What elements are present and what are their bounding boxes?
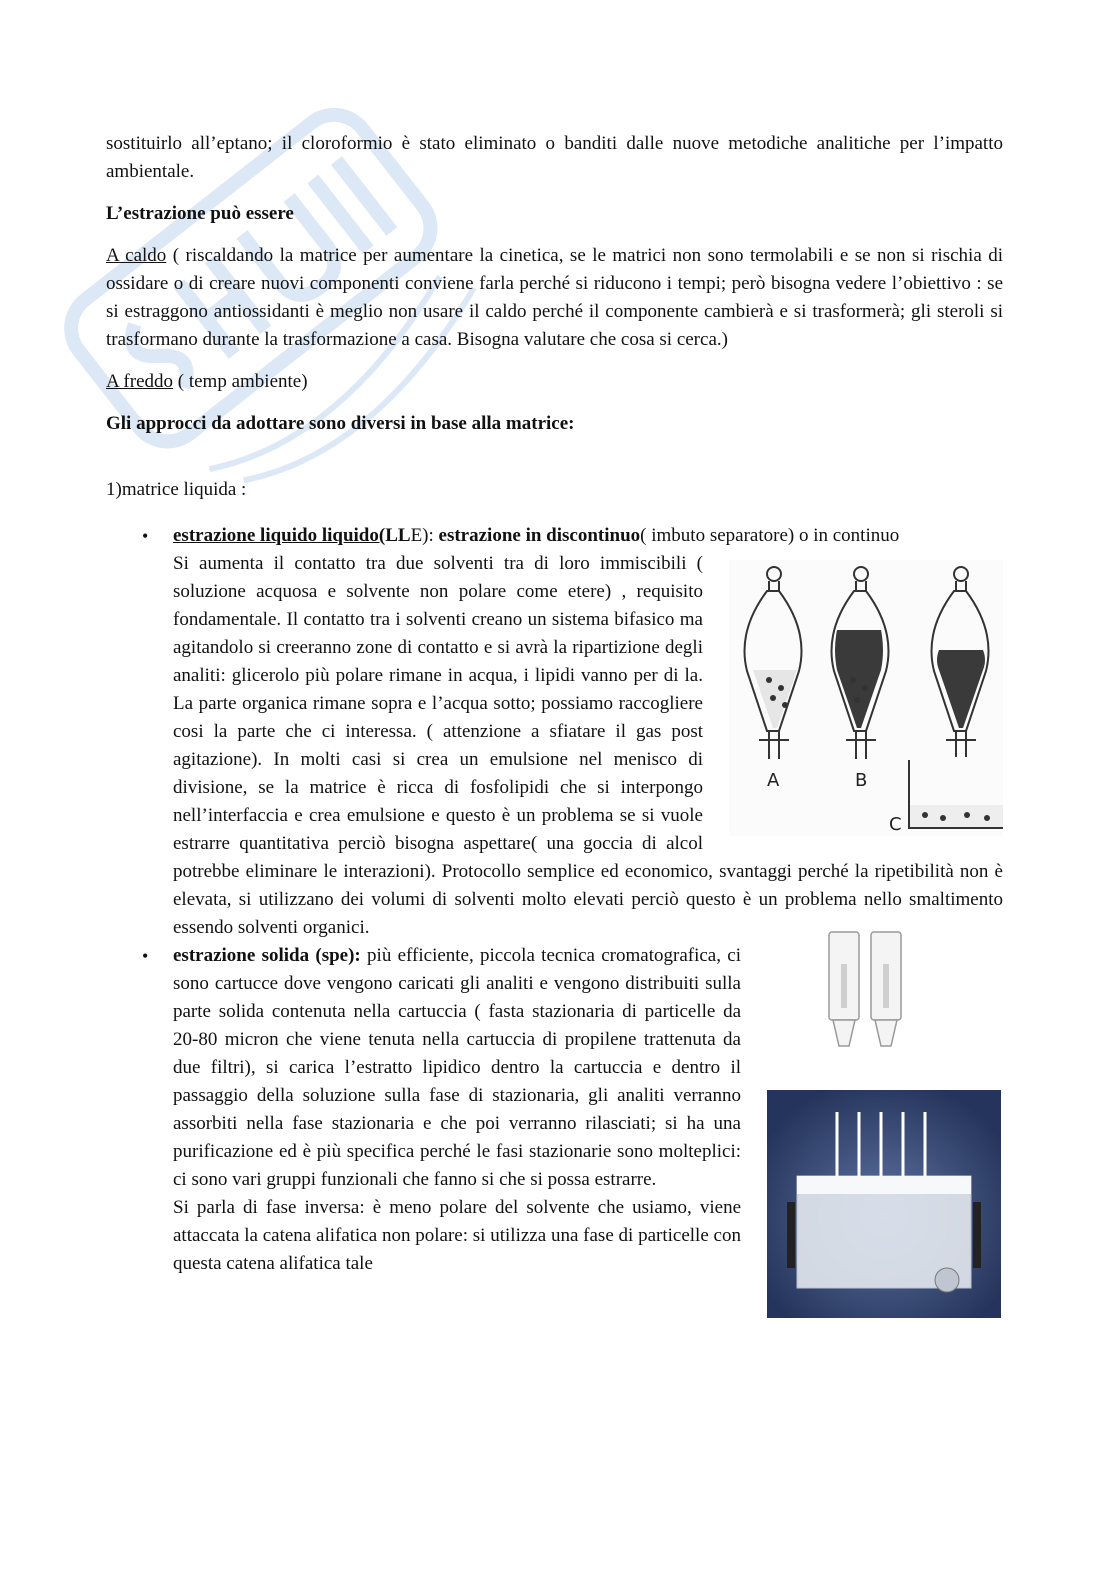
list-item-spe: [106, 942, 1003, 1278]
bullet-icon: •: [142, 526, 149, 546]
figure-label-c: C: [889, 814, 902, 835]
spe-figures: [767, 928, 1003, 1318]
paragraph-caldo: A caldo ( riscaldando la matrice per aumentare la cinetica, se le matrici non sono termolabili e se non si rischia di ossidare o di creare nuovi componenti conviene farla perché si riducono i tempi; però bisogna vedere l’obiettivo : se si estraggono antiossidanti è meglio non usare il caldo perché il componente cambierà e si trasformerà; gli steroli si trasformano durante la trasformazione a casa. Bisogna valutare che cosa si cerca.): [106, 245, 1003, 350]
content: [106, 130, 1003, 1318]
figure-label-a: A: [767, 770, 780, 791]
spe-body: estrazione solida (spe): più efficiente, piccola tecnica cromatografica, ci sono cartucce dove vengono caricati gli analiti e vengono distribuiti sulla parte solida contenuta nella cartuccia ( fasta stazionaria di particelle da 20-80 micron che viene tenuta nella cartuccia di propilene trattenuta da due filtri), si carica l’estratto lipidico dentro la cartuccia e dentro il passaggio della soluzione sulla fase di stazionaria, gli analiti verranno assorbiti nella fase stazionaria e che poi verranno rilasciati; si ha una purificazione ed è più specifica perché le fasi stazionarie sono molteplici: ci sono vari gruppi funzionali che fanno si che si possa estrarre.: [173, 945, 741, 1190]
figure-label-b: B: [855, 770, 868, 791]
label-caldo: A caldo: [106, 245, 167, 266]
lle-title: estrazione liquido liquido(LLE): estrazione in discontinuo( imbuto separatore) o in continuo: [173, 525, 900, 546]
heading-approcci: Gli approcci da adottare sono diversi in base alla matrice:: [106, 413, 575, 434]
paragraph-intro: sostituirlo all’eptano; il cloroformio è stato eliminato o banditi dalle nuove metodiche analitiche per l’impatto ambientale.: [106, 133, 1003, 182]
label-freddo: A freddo: [106, 371, 174, 392]
lle-body: Si aumenta il contatto tra due solventi tra di loro immiscibili ( soluzione acquosa e solvente non polare come etere) , requisito fondamentale. Il contatto tra i solventi creano un sistema bifasico ma agitandolo si creeranno zone di contatto e si avrà la ripartizione degli analiti: glicerolo più polare rimane in acqua, i lipidi vanno per di la. La parte organica rimane sopra e l’acqua sotto; possiamo raccogliere cosi la parte che ci interessa. ( attenzione a sfiatare il gas post agitazione). In molti casi si crea un emulsione nel menisco di divisione, se la matrice è ricca di fosfolipidi che si interpongo nell’interfaccia e crea emulsione e questo è un problema se si vuole estrarre quantitativa perciò bisogna aspettare( una goccia di alcol potrebbe eliminare le interazioni). Protocollo semplice ed economico, svantaggi perché la ripetibilità non è elevata, si utilizzano dei volumi di solventi molto elevati perciò questo è un problema nello smaltimento essendo solventi organici.: [173, 553, 1003, 938]
list-item-lle: [106, 522, 1003, 942]
section-matrice-liquida: 1)matrice liquida :: [106, 479, 247, 500]
spe-body-2: Si parla di fase inversa: è meno polare del solvente che usiamo, viene attaccata la catena alifatica non polare: si utilizza una fase di particelle con questa catena alifatica tale: [173, 1197, 741, 1274]
paragraph-freddo: A freddo ( temp ambiente): [106, 371, 308, 392]
separatory-funnel-figure: [729, 560, 1003, 836]
spe-cartridges-image: [823, 928, 933, 1060]
spe-title: estrazione solida (spe):: [173, 945, 361, 966]
spe-vacuum-manifold-image: [767, 1090, 1001, 1318]
heading-estrazione: L’estrazione può essere: [106, 203, 294, 224]
bullet-icon: •: [142, 946, 149, 966]
